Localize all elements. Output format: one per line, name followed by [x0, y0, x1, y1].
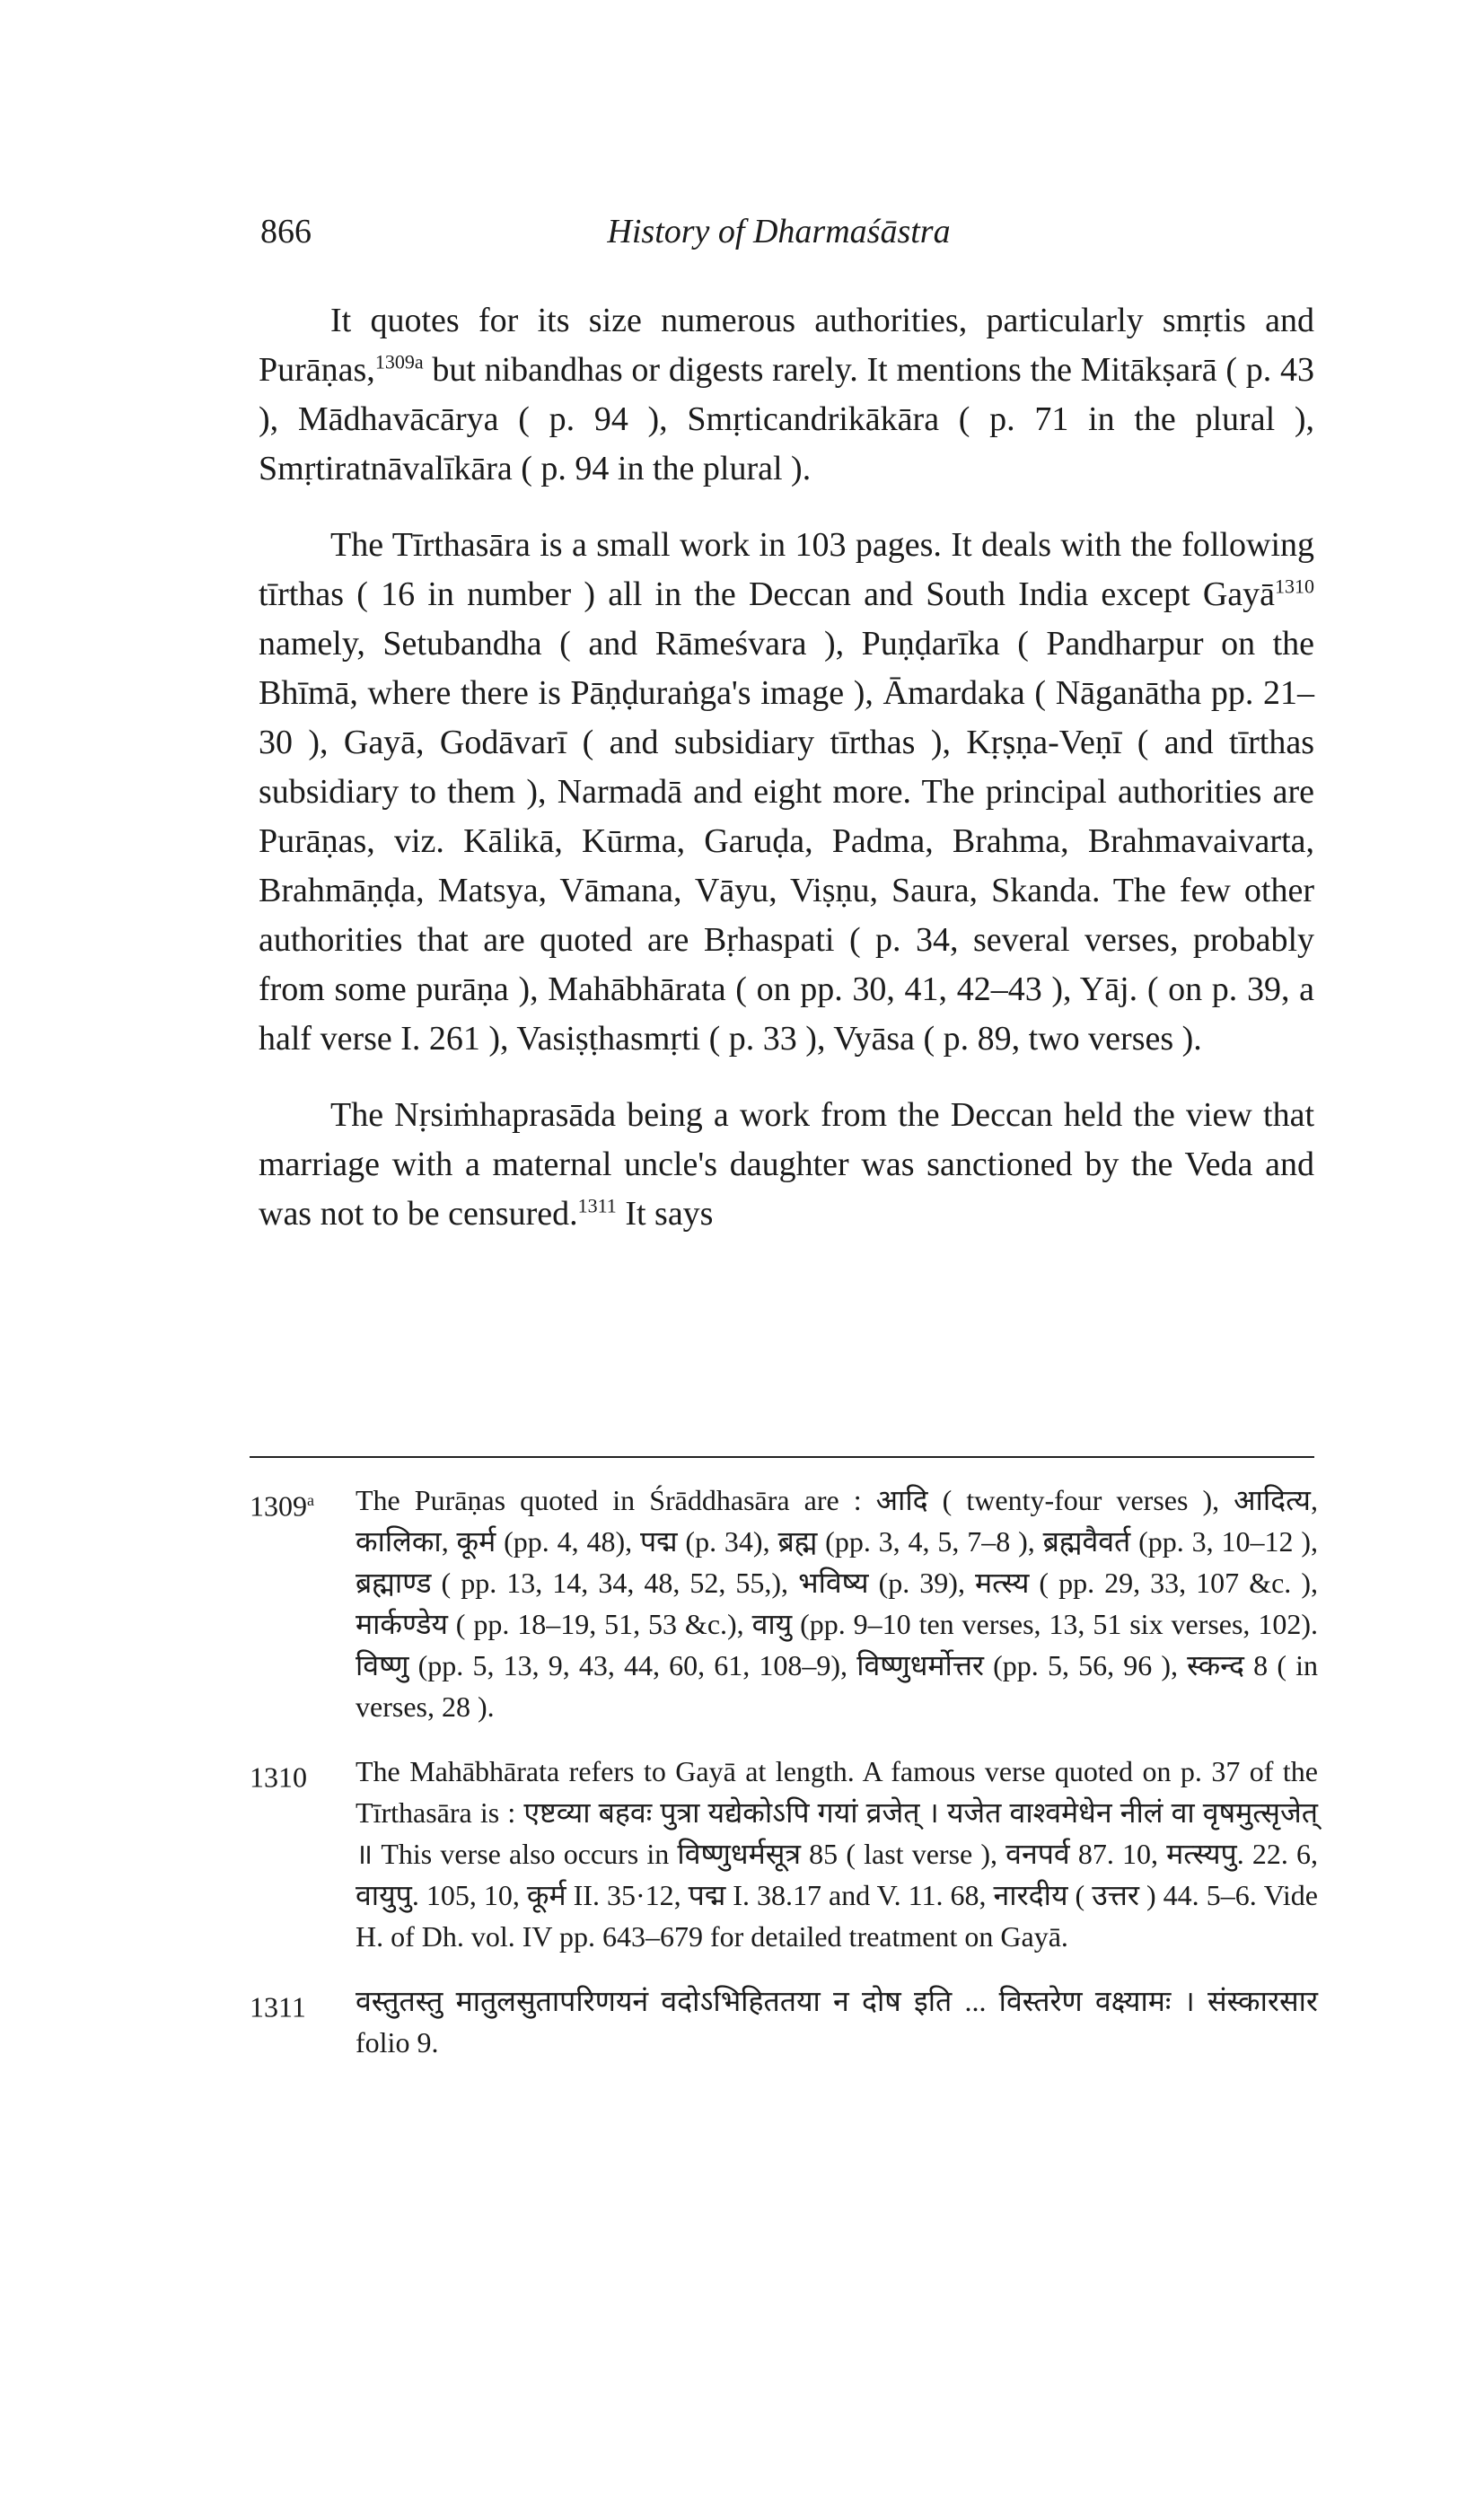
- paragraph: The Tīrthasāra is a small work in 103 pages. It deals with the following tīrthas ( 16 in number ) all in the Deccan and South India except Gayā$^{1310}$ namely, Setubandha ( and Rāmeśvara ), Puṇḍarīka ( Pandharpur on the Bhīmā, where there is Pāṇḍuraṅga's image ), Āmardaka ( Nāganātha pp. 21–30 ), Gayā, Godāvarī ( and subsidiary tīrthas ), Kṛṣṇa-Veṇī ( and tīrthas subsidiary to them ), Narmadā and eight more. The principal authorities are Purāṇas, viz. Kālikā, Kūrma, Garuḍa, Padma, Brahma, Brahmavaivarta, Brahmāṇḍa, Matsya, Vāmana, Vāyu, Viṣṇu, Saura, Skanda. The few other authorities that are quoted are Bṛhaspati ( p. 34, several verses, probably from some purāṇa ), Mahābhārata ( on pp. 30, 41, 42–43 ), Yāj. ( on p. 39, a half verse I. 261 ), Vasiṣṭhasmṛti ( p. 33 ), Vyāsa ( p. 89, two verses ).: [259, 526, 1314, 1058]
- footnote-number: 1311: [250, 1990, 306, 2024]
- footnote-separator: [250, 1456, 1314, 1458]
- footnote-text: वस्तुतस्तु मातुलसुतापरिणयनं वदोऽभिहिततया न दोष इति ... विस्तरेण वक्ष्यामः । संस्कारसार folio 9.: [356, 1985, 1318, 2059]
- footnote-reference[interactable]: 1309a: [374, 350, 424, 373]
- footnote-number: 1310: [250, 1760, 307, 1794]
- paragraph: It quotes for its size numerous authorities, particularly smṛtis and Purāṇas,$^{1309a}$ but nibandhas or digests rarely. It mentions the Mitākṣarā ( p. 43 ), Mādhavācārya ( p. 94 ), Smṛticandrikākāra ( p. 71 in the plural ), Smṛtiratnāvalīkāra ( p. 94 in the plural ).: [259, 302, 1314, 487]
- footnote-text: The Mahābhārata refers to Gayā at length. A famous verse quoted on p. 37 of the Tīrthasāra is : एष्टव्या बहवः पुत्रा यद्येकोऽपि गयां व्रजेत् । यजेत वाश्वमेधेन नीलं वा वृषमुत्सृजेत् ॥ This verse also occurs in विष्णुधर्मसूत्र 85 ( last verse ), वनपर्व 87. 10, मत्स्यपु. 22. 6, वायुपु. 105, 10, कूर्म II. 35·12, पद्म I. 38.17 and V. 11. 68, नारदीय ( उत्तर ) 44. 5–6. Vide H. of Dh. vol. IV pp. 643–679 for detailed treatment on Gayā.: [356, 1755, 1318, 1953]
- paragraph: The Nṛsiṁhaprasāda being a work from the Deccan held the view that marriage with a maternal uncle's daughter was sanctioned by the Veda and was not to be censured.$^{1311}$ It says: [259, 1096, 1314, 1233]
- main-text: [259, 296, 1314, 1239]
- footnote-reference[interactable]: 1311: [577, 1194, 617, 1217]
- footnote: [250, 1980, 1318, 2063]
- page-number: 866: [260, 213, 312, 250]
- footnotes: [250, 1479, 1318, 2063]
- footnote-reference[interactable]: 1310: [1275, 575, 1314, 598]
- footnote-text: The Purāṇas quoted in Śrāddhasāra are : आदि ( twenty-four verses ), आदित्य, कालिका, कूर्म (pp. 4, 48), पद्म (p. 34), ब्रह्म (pp. 3, 4, 5, 7–8 ), ब्रह्मवैवर्त (pp. 3, 10–12 ), ब्रह्माण्ड ( pp. 13, 14, 34, 48, 52, 55,), भविष्य (p. 39), मत्स्य ( pp. 29, 33, 107 &c. ), मार्कण्डेय ( pp. 18–19, 51, 53 &c.), वायु (pp. 9–10 ten verses, 13, 51 six verses, 102). विष्णु (pp. 5, 13, 9, 43, 44, 60, 61, 108–9), विष्णुधर्मोत्तर (pp. 5, 56, 96 ), स्कन्द 8 ( in verses, 28 ).: [356, 1484, 1318, 1723]
- page-header: [260, 212, 1297, 266]
- footnote-number: 1309$^a$: [250, 1489, 314, 1523]
- footnote: [250, 1479, 1318, 1727]
- running-title: History of Dharmaśāstra: [607, 213, 951, 250]
- footnote: [250, 1751, 1318, 1957]
